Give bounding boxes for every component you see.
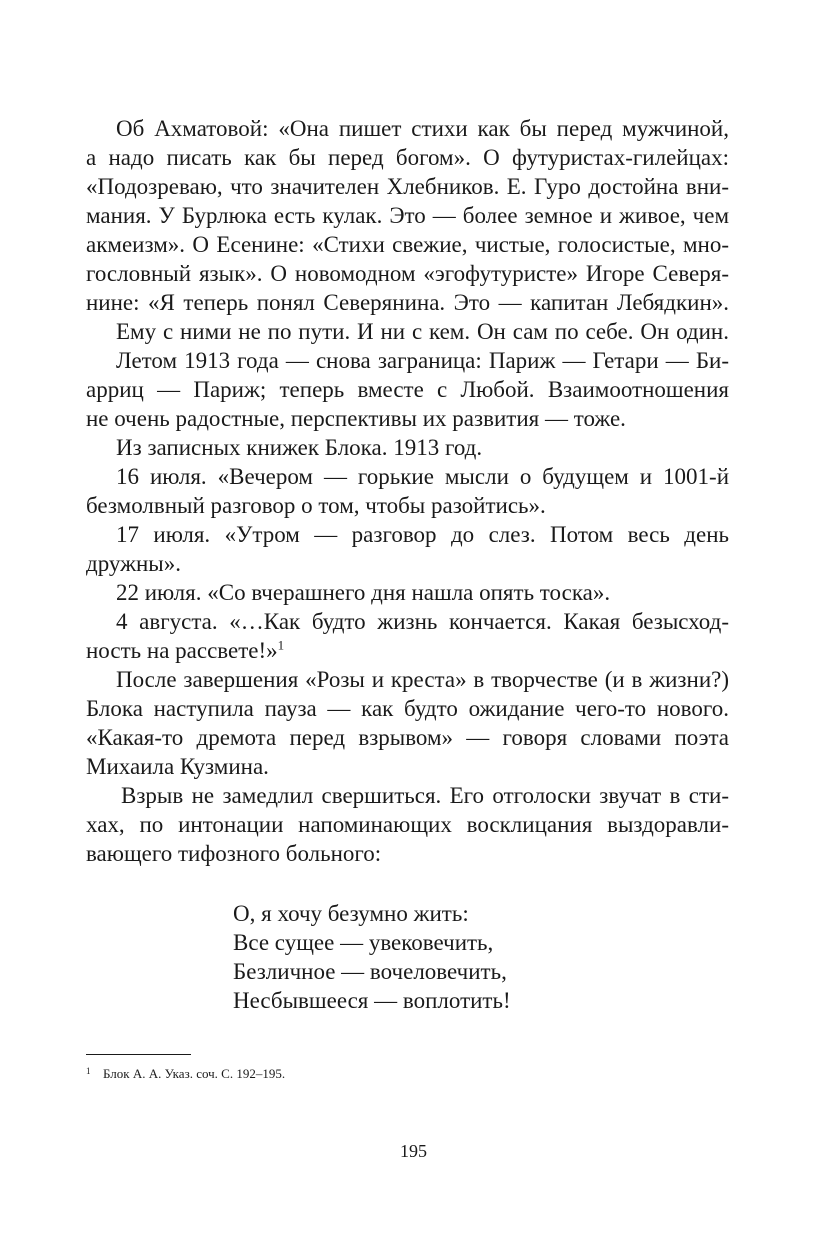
- text-line: 4 августа. «…Как будто жизнь кончается. Какая безысход-: [116, 609, 729, 634]
- verse-line: Все сущее — увековечить,: [233, 930, 494, 955]
- verse-line: О, я хочу безумно жить:: [233, 901, 469, 926]
- text-line: акмеизм». О Есенине: «Стихи свежие, чистые, голосистые, мно-: [86, 232, 729, 257]
- text-line: «Подозреваю, что значителен Хлебников. Е. Гуро достойна вни-: [86, 174, 729, 199]
- text-line: гословный язык». О новомодном «эгофутуристе» Игоре Северя-: [86, 261, 729, 286]
- text-line: вающего тифозного больного:: [86, 841, 382, 866]
- text-line-content: ность на рассвете!»: [86, 638, 278, 663]
- text-line: Михаила Кузмина.: [86, 754, 269, 779]
- text-line: 16 июля. «Вечером — горькие мысли о будущем и 1001-й: [116, 464, 729, 489]
- text-line: Взрыв не замедлил свершиться. Его отголоски звучат в сти-: [121, 783, 729, 808]
- text-line: Ему с ними не по пути. И ни с кем. Он сам по себе. Он один.: [116, 319, 729, 344]
- footnote-text: Блок А. А. Указ. соч. С. 192–195.: [103, 1066, 286, 1081]
- text-line: «Какая-то дремота перед взрывом» — говоря словами поэта: [86, 725, 729, 750]
- text-line: арриц — Париж; теперь вместе с Любой. Взаимоотношения: [86, 377, 729, 402]
- verse-line: Безличное — вочеловечить,: [233, 959, 507, 984]
- text-line: После завершения «Розы и креста» в творчестве (и в жизни?): [116, 667, 729, 692]
- text-line: мания. У Бурлюка есть кулак. Это — более земное и живое, чем: [86, 203, 729, 228]
- text-line: Из записных книжек Блока. 1913 год.: [116, 435, 483, 460]
- text-line: нине: «Я теперь понял Северянина. Это — капитан Лебядкин».: [86, 290, 729, 315]
- footnote-divider: [86, 1054, 191, 1055]
- text-line: не очень радостные, перспективы их развития — тоже.: [86, 406, 626, 431]
- text-line: Об Ахматовой: «Она пишет стихи как бы перед мужчиной,: [116, 116, 729, 141]
- text-line: Летом 1913 года — снова заграница: Париж — Гетари — Би-: [116, 348, 729, 373]
- footnote-reference: 1: [277, 637, 285, 653]
- text-line-with-footnote: [86, 636, 729, 665]
- text-line: а надо писать как бы перед богом». О футуристах-гилейцах:: [86, 145, 729, 170]
- text-line: Блока наступила пауза — как будто ожидание чего-то нового.: [86, 696, 729, 721]
- text-line: безмолвный разговор о том, чтобы разойтись».: [86, 493, 546, 518]
- text-line: дружны».: [86, 551, 181, 576]
- footnote-number: 1: [86, 1066, 91, 1076]
- page-number: 195: [400, 1141, 427, 1161]
- text-line: 22 июля. «Со вчерашнего дня нашла опять тоска».: [116, 580, 611, 605]
- text-line: 17 июля. «Утром — разговор до слез. Потом весь день: [116, 522, 729, 547]
- verse-line: Несбывшееся — воплотить!: [233, 988, 511, 1013]
- text-line: хах, по интонации напоминающих восклицания выздоравли-: [86, 812, 729, 837]
